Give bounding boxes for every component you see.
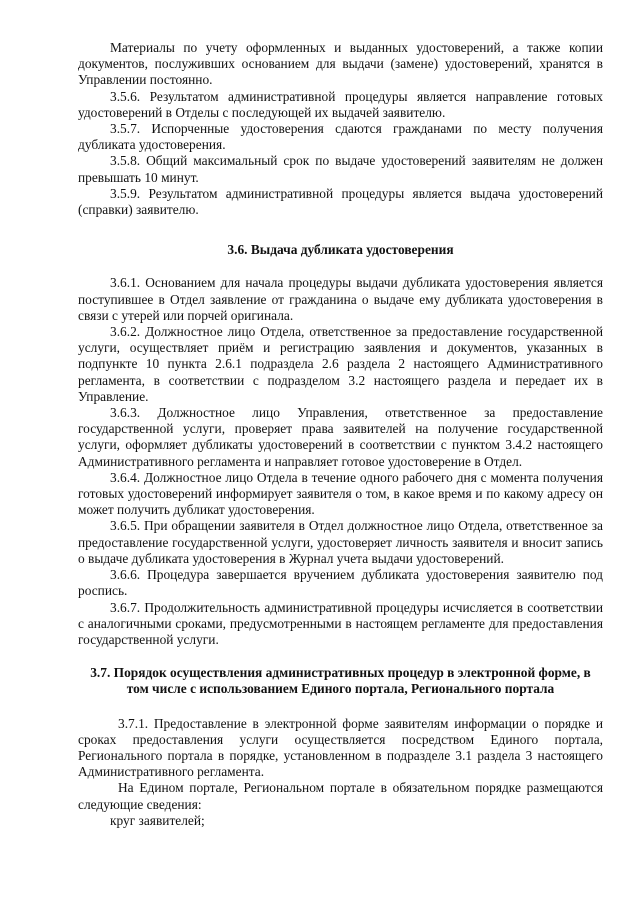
paragraph: 3.6.4. Должностное лицо Отдела в течение одного рабочего дня с момента получения готовых удостоверений информирует заявителя о том, в какое время и по какому адресу он может получить дубликат удостоверения. — [78, 469, 603, 518]
paragraph: На Едином портале, Региональном портале в обязательном порядке размещаются следующие сведения: — [78, 780, 603, 812]
paragraph: 3.5.7. Испорченные удостоверения сдаются гражданами по месту получения дубликата удостоверения. — [78, 121, 603, 153]
paragraph: 3.6.1. Основанием для начала процедуры выдачи дубликата удостоверения является поступившее в Отдел заявление от гражданина о выдаче ему дубликата удостоверения в связи с утерей или порчей оригинала. — [78, 275, 603, 323]
paragraph: 3.6.2. Должностное лицо Отдела, ответственное за предоставление государственной услуги, осуществляет приём и регистрацию заявления и документов, указанных в подпункте 10 пункта 2.6.1 подраздела 2.6 раздела 2 настоящего Административного регламента, в соответствии с подразделом 3.2 настоящего раздела и передает их в Управление. — [78, 324, 603, 404]
section-heading-3-7-line2: том числе с использованием Единого портала, Регионального портала — [126, 681, 555, 697]
document-page — [78, 40, 603, 829]
paragraph: 3.5.9. Результатом административной процедуры является выдача удостоверений (справки) заявителю. — [78, 185, 603, 218]
section-heading-3-7 — [78, 665, 603, 697]
paragraph: 3.5.8. Общий максимальный срок по выдаче удостоверений заявителям не должен превышать 10 минут. — [78, 153, 603, 185]
paragraph: Материалы по учету оформленных и выданных удостоверений, а также копии документов, послуживших основанием для выдачи (замене) удостоверений, хранятся в Управлении постоянно. — [78, 40, 603, 88]
list-item: круг заявителей; — [110, 812, 205, 828]
paragraph: 3.6.3. Должностное лицо Управления, ответственное за предоставление государственной услуги, проверяет права заявителей на получение государственной услуги, оформляет дубликаты удостоверений в соответствии с пунктом 3.4.2 настоящего Административного регламента и направляет готовое удостоверение в Отдел. — [78, 405, 603, 469]
paragraph: 3.7.1. Предоставление в электронной форме заявителям информации о порядке и сроках предоставления услуги осуществляется посредством Единого портала, Регионального портала в порядке, установленном в подразделе 3.1 раздела 3 настоящего Административного регламента. — [78, 715, 603, 780]
paragraph: 3.5.6. Результатом административной процедуры является направление готовых удостоверений в Отделы с последующей их выдачей заявителю. — [78, 88, 603, 120]
paragraph: 3.6.5. При обращении заявителя в Отдел должностное лицо Отдела, ответственное за предоставление государственной услуги, удостоверяет личность заявителя и вносит запись о выдаче дубликата удостоверения в Журнал учета выдачи удостоверений. — [78, 518, 603, 566]
paragraph: 3.6.7. Продолжительность административной процедуры исчисляется в соответствии с аналогичными сроками, предусмотренными в настоящем регламенте для предоставления государственной услуги. — [78, 599, 603, 647]
section-heading-3-6: 3.6. Выдача дубликата удостоверения — [227, 242, 454, 258]
section-heading-3-7-line1: 3.7. Порядок осуществления административных процедур в электронной форме, в — [90, 665, 591, 681]
paragraph: 3.6.6. Процедура завершается вручением дубликата удостоверения заявителю под роспись. — [78, 567, 603, 599]
